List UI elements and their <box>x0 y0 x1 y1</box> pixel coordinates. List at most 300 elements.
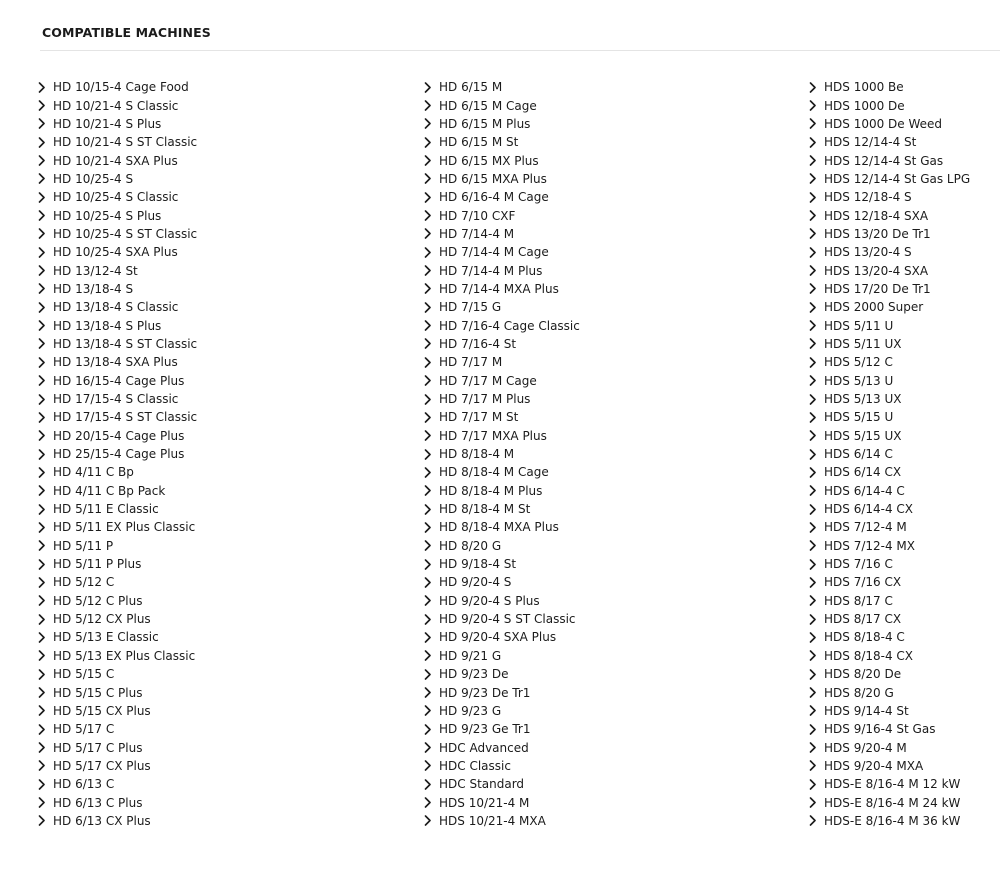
chevron-right-icon <box>38 628 49 646</box>
chevron-right-icon <box>809 537 820 555</box>
machine-link[interactable] <box>809 115 970 133</box>
machine-link-label: HDS 8/20 De <box>824 667 902 682</box>
chevron-right-icon <box>38 280 49 298</box>
machine-link-label: HD 5/12 C <box>53 575 115 590</box>
machine-link[interactable] <box>424 225 580 243</box>
machine-link[interactable] <box>38 115 197 133</box>
machine-link[interactable] <box>38 243 197 261</box>
machine-link-label: HD 7/17 M St <box>439 410 519 425</box>
chevron-right-icon <box>38 298 49 316</box>
machine-link-label: HD 17/15-4 S Classic <box>53 392 179 407</box>
chevron-right-icon <box>809 702 820 720</box>
chevron-right-icon <box>809 390 820 408</box>
machine-link-label: HD 7/14-4 M Cage <box>439 245 549 260</box>
chevron-right-icon <box>809 647 820 665</box>
machine-link[interactable] <box>809 610 970 628</box>
chevron-right-icon <box>38 133 49 151</box>
machine-link-label: HD 13/12-4 St <box>53 263 138 278</box>
machine-link[interactable] <box>38 647 197 665</box>
machine-link-label: HD 13/18-4 SXA Plus <box>53 355 178 370</box>
machine-link-label: HD 10/21-4 S ST Classic <box>53 135 198 150</box>
machine-link-label: HDS 6/14-4 CX <box>824 502 914 517</box>
chevron-right-icon <box>809 500 820 518</box>
machine-link[interactable] <box>809 812 970 830</box>
machine-link[interactable] <box>809 261 970 279</box>
chevron-right-icon <box>424 78 435 96</box>
machine-link[interactable] <box>38 500 197 518</box>
machine-link[interactable] <box>424 592 580 610</box>
machine-link[interactable] <box>424 280 580 298</box>
machine-link[interactable] <box>38 592 197 610</box>
machine-link-label: HD 5/15 CX Plus <box>53 703 151 718</box>
machine-link[interactable] <box>809 206 970 224</box>
machine-link[interactable] <box>809 500 970 518</box>
machine-link-label: HD 13/18-4 S Classic <box>53 300 179 315</box>
machine-link[interactable] <box>38 390 197 408</box>
chevron-right-icon <box>424 720 435 738</box>
machine-link[interactable] <box>38 573 197 591</box>
machine-link-label: HD 5/11 EX Plus Classic <box>53 520 196 535</box>
machine-link[interactable] <box>424 133 580 151</box>
machine-link-label: HDS 13/20-4 S <box>824 245 912 260</box>
machine-link[interactable] <box>424 482 580 500</box>
chevron-right-icon <box>809 78 820 96</box>
machine-link[interactable] <box>809 170 970 188</box>
chevron-right-icon <box>424 500 435 518</box>
chevron-right-icon <box>809 207 820 225</box>
chevron-right-icon <box>38 463 49 481</box>
machine-link[interactable] <box>38 683 197 701</box>
chevron-right-icon <box>424 97 435 115</box>
machine-link-label: HD 8/18-4 M Plus <box>439 483 543 498</box>
machine-link[interactable] <box>38 610 197 628</box>
chevron-right-icon <box>809 628 820 646</box>
machine-link[interactable] <box>424 720 580 738</box>
machine-link-label: HD 8/18-4 M <box>439 447 515 462</box>
machine-column-3 <box>809 78 970 830</box>
machine-link[interactable] <box>38 372 197 390</box>
chevron-right-icon <box>809 482 820 500</box>
machine-link[interactable] <box>38 738 197 756</box>
chevron-right-icon <box>809 720 820 738</box>
machine-link-label: HD 5/12 C Plus <box>53 593 143 608</box>
machine-link[interactable] <box>424 610 580 628</box>
machine-link[interactable] <box>809 720 970 738</box>
machine-link[interactable] <box>424 738 580 756</box>
chevron-right-icon <box>38 115 49 133</box>
chevron-right-icon <box>38 262 49 280</box>
machine-link-label: HD 9/20-4 SXA Plus <box>439 630 557 645</box>
machine-link-label: HDS 12/14-4 St Gas LPG <box>824 171 971 186</box>
machine-link[interactable] <box>809 537 970 555</box>
machine-link[interactable] <box>38 353 197 371</box>
machine-link-label: HD 5/17 C Plus <box>53 740 143 755</box>
machine-link[interactable] <box>809 775 970 793</box>
chevron-right-icon <box>809 280 820 298</box>
chevron-right-icon <box>38 170 49 188</box>
chevron-right-icon <box>809 115 820 133</box>
machine-link-label: HD 8/18-4 M St <box>439 502 531 517</box>
machine-link-label: HDS 12/14-4 St <box>824 135 917 150</box>
machine-link[interactable] <box>38 757 197 775</box>
machine-link-label: HD 7/17 M <box>439 355 503 370</box>
chevron-right-icon <box>809 592 820 610</box>
chevron-right-icon <box>809 555 820 573</box>
machine-link-label: HD 10/25-4 S Classic <box>53 190 179 205</box>
machine-link[interactable] <box>38 463 197 481</box>
chevron-right-icon <box>38 188 49 206</box>
machine-link-label: HD 13/18-4 S <box>53 281 134 296</box>
machine-link-label: HD 9/18-4 St <box>439 557 517 572</box>
machine-link[interactable] <box>424 555 580 573</box>
chevron-right-icon <box>424 152 435 170</box>
machine-link[interactable] <box>809 482 970 500</box>
machine-link-label: HD 4/11 C Bp <box>53 465 134 480</box>
machine-link[interactable] <box>38 720 197 738</box>
machine-link[interactable] <box>809 445 970 463</box>
machine-link[interactable] <box>424 665 580 683</box>
machine-link[interactable] <box>809 188 970 206</box>
machine-link[interactable] <box>38 316 197 334</box>
machine-link[interactable] <box>38 537 197 555</box>
machine-link-label: HDS 7/16 C <box>824 557 893 572</box>
machine-link[interactable] <box>38 628 197 646</box>
machine-link[interactable] <box>809 757 970 775</box>
machine-link-label: HDS 13/20 De Tr1 <box>824 226 931 241</box>
machine-link[interactable] <box>38 665 197 683</box>
machine-link[interactable] <box>38 427 197 445</box>
machine-link[interactable] <box>38 261 197 279</box>
machine-link[interactable] <box>809 243 970 261</box>
machine-link-label: HD 5/11 P Plus <box>53 557 142 572</box>
machine-link[interactable] <box>809 372 970 390</box>
chevron-right-icon <box>424 812 435 830</box>
chevron-right-icon <box>38 684 49 702</box>
machine-link-label: HDS 9/16-4 St Gas <box>824 722 936 737</box>
chevron-right-icon <box>424 665 435 683</box>
machine-link-label: HD 5/17 CX Plus <box>53 758 151 773</box>
machine-link[interactable] <box>424 427 580 445</box>
machine-link-label: HDS 12/14-4 St Gas <box>824 153 944 168</box>
machine-link-label: HDS 9/20-4 MXA <box>824 758 924 773</box>
machine-link[interactable] <box>809 463 970 481</box>
machine-link[interactable] <box>38 335 197 353</box>
machine-link[interactable] <box>424 537 580 555</box>
machine-link-label: HDS 1000 Be <box>824 80 904 95</box>
chevron-right-icon <box>424 775 435 793</box>
chevron-right-icon <box>809 812 820 830</box>
chevron-right-icon <box>809 225 820 243</box>
machine-link[interactable] <box>424 500 580 518</box>
machine-link[interactable] <box>424 206 580 224</box>
machine-link-label: HDS 8/20 G <box>824 685 894 700</box>
machine-link[interactable] <box>424 702 580 720</box>
chevron-right-icon <box>424 427 435 445</box>
machine-link-label: HD 5/11 E Classic <box>53 502 159 517</box>
machine-link-label: HD 9/23 De <box>439 667 509 682</box>
chevron-right-icon <box>809 298 820 316</box>
machine-link[interactable] <box>809 573 970 591</box>
machine-link[interactable] <box>38 133 197 151</box>
machine-link-label: HD 5/13 EX Plus Classic <box>53 648 196 663</box>
machine-link-label: HDS 9/20-4 M <box>824 740 907 755</box>
chevron-right-icon <box>38 702 49 720</box>
chevron-right-icon <box>809 262 820 280</box>
machine-link[interactable] <box>424 390 580 408</box>
machine-link-label: HD 9/23 Ge Tr1 <box>439 722 531 737</box>
machine-link[interactable] <box>424 775 580 793</box>
machine-link-label: HD 4/11 C Bp Pack <box>53 483 166 498</box>
chevron-right-icon <box>809 775 820 793</box>
chevron-right-icon <box>38 317 49 335</box>
machine-link-label: HD 25/15-4 Cage Plus <box>53 447 185 462</box>
machine-link[interactable] <box>809 555 970 573</box>
machine-link[interactable] <box>809 225 970 243</box>
machine-link[interactable] <box>809 335 970 353</box>
machine-link[interactable] <box>424 115 580 133</box>
chevron-right-icon <box>809 445 820 463</box>
machine-link[interactable] <box>809 390 970 408</box>
machine-link[interactable] <box>38 206 197 224</box>
chevron-right-icon <box>38 610 49 628</box>
chevron-right-icon <box>38 335 49 353</box>
machine-link-label: HD 6/15 MX Plus <box>439 153 539 168</box>
chevron-right-icon <box>38 518 49 536</box>
machine-link-label: HDC Standard <box>439 777 525 792</box>
chevron-right-icon <box>424 684 435 702</box>
chevron-right-icon <box>809 408 820 426</box>
chevron-right-icon <box>809 243 820 261</box>
machine-link-label: HD 6/13 CX Plus <box>53 813 151 828</box>
chevron-right-icon <box>424 225 435 243</box>
chevron-right-icon <box>809 97 820 115</box>
machine-link[interactable] <box>809 628 970 646</box>
machine-link-label: HD 6/15 M Cage <box>439 98 537 113</box>
machine-link[interactable] <box>424 188 580 206</box>
machine-link-label: HD 6/15 M <box>439 80 503 95</box>
chevron-right-icon <box>809 665 820 683</box>
machine-link[interactable] <box>809 665 970 683</box>
machine-link[interactable] <box>38 96 197 114</box>
chevron-right-icon <box>38 372 49 390</box>
machine-link-label: HD 7/16-4 Cage Classic <box>439 318 580 333</box>
machine-link[interactable] <box>38 408 197 426</box>
section-divider <box>40 50 1000 51</box>
chevron-right-icon <box>424 317 435 335</box>
machine-link-label: HD 5/13 E Classic <box>53 630 159 645</box>
chevron-right-icon <box>38 812 49 830</box>
machine-link-label: HDS 12/18-4 SXA <box>824 208 929 223</box>
machine-link-label: HDS-E 8/16-4 M 12 kW <box>824 777 961 792</box>
machine-link[interactable] <box>424 170 580 188</box>
machine-link-label: HDS 5/15 U <box>824 410 894 425</box>
machine-link[interactable] <box>424 408 580 426</box>
machine-link[interactable] <box>809 518 970 536</box>
machine-link[interactable] <box>809 133 970 151</box>
machine-link[interactable] <box>424 793 580 811</box>
machine-link-label: HD 7/14-4 M Plus <box>439 263 543 278</box>
machine-link-label: HDS 13/20-4 SXA <box>824 263 929 278</box>
chevron-right-icon <box>424 592 435 610</box>
chevron-right-icon <box>424 133 435 151</box>
machine-link-label: HD 7/14-4 M <box>439 226 515 241</box>
machine-link-label: HD 10/25-4 SXA Plus <box>53 245 178 260</box>
machine-link[interactable] <box>809 793 970 811</box>
machine-link[interactable] <box>809 78 970 96</box>
machine-link-label: HDS 8/18-4 CX <box>824 648 914 663</box>
machine-link[interactable] <box>424 96 580 114</box>
machine-link[interactable] <box>809 702 970 720</box>
machine-link[interactable] <box>809 408 970 426</box>
machine-link[interactable] <box>38 225 197 243</box>
machine-link[interactable] <box>38 518 197 536</box>
machine-link-label: HDS 7/16 CX <box>824 575 902 590</box>
chevron-right-icon <box>424 647 435 665</box>
chevron-right-icon <box>38 445 49 463</box>
machine-link-label: HD 6/15 M St <box>439 135 519 150</box>
machine-link-label: HD 13/18-4 S ST Classic <box>53 336 198 351</box>
chevron-right-icon <box>424 188 435 206</box>
section-title: COMPATIBLE MACHINES <box>42 25 211 40</box>
machine-link-label: HD 9/20-4 S Plus <box>439 593 540 608</box>
chevron-right-icon <box>424 482 435 500</box>
chevron-right-icon <box>424 115 435 133</box>
chevron-right-icon <box>38 78 49 96</box>
chevron-right-icon <box>424 537 435 555</box>
machine-link[interactable] <box>38 702 197 720</box>
machine-link[interactable] <box>809 280 970 298</box>
machine-link-label: HDS 6/14 CX <box>824 465 902 480</box>
machine-link[interactable] <box>38 298 197 316</box>
machine-link-label: HDS 8/17 C <box>824 593 893 608</box>
machine-link[interactable] <box>38 445 197 463</box>
machine-link[interactable] <box>424 445 580 463</box>
chevron-right-icon <box>424 207 435 225</box>
chevron-right-icon <box>424 372 435 390</box>
chevron-right-icon <box>424 445 435 463</box>
machine-link-label: HDS 8/17 CX <box>824 612 902 627</box>
machine-link-label: HD 6/16-4 M Cage <box>439 190 549 205</box>
machine-link-label: HD 6/15 MXA Plus <box>439 171 547 186</box>
machine-link[interactable] <box>424 353 580 371</box>
chevron-right-icon <box>809 170 820 188</box>
machine-link[interactable] <box>424 647 580 665</box>
chevron-right-icon <box>38 775 49 793</box>
machine-link-label: HD 10/25-4 S Plus <box>53 208 162 223</box>
machine-link-label: HDS 5/13 U <box>824 373 894 388</box>
chevron-right-icon <box>38 408 49 426</box>
chevron-right-icon <box>38 97 49 115</box>
machine-link-label: HD 10/25-4 S <box>53 171 134 186</box>
machine-link[interactable] <box>424 683 580 701</box>
chevron-right-icon <box>38 757 49 775</box>
machine-link[interactable] <box>809 683 970 701</box>
machine-link[interactable] <box>424 812 580 830</box>
machine-link[interactable] <box>38 78 197 96</box>
machine-link[interactable] <box>424 372 580 390</box>
machine-link[interactable] <box>38 482 197 500</box>
machine-link-label: HD 9/23 G <box>439 703 502 718</box>
machine-link[interactable] <box>809 151 970 169</box>
machine-link[interactable] <box>809 592 970 610</box>
chevron-right-icon <box>424 610 435 628</box>
chevron-right-icon <box>38 665 49 683</box>
machine-link[interactable] <box>424 243 580 261</box>
chevron-right-icon <box>809 188 820 206</box>
chevron-right-icon <box>424 518 435 536</box>
machine-link-label: HDS 10/21-4 M <box>439 795 530 810</box>
chevron-right-icon <box>424 243 435 261</box>
machine-link[interactable] <box>809 316 970 334</box>
machine-link[interactable] <box>809 647 970 665</box>
machine-link[interactable] <box>424 463 580 481</box>
machine-link[interactable] <box>38 170 197 188</box>
machine-link-label: HD 7/10 CXF <box>439 208 516 223</box>
machine-link[interactable] <box>38 775 197 793</box>
machine-link[interactable] <box>809 353 970 371</box>
machine-link-label: HD 7/17 M Cage <box>439 373 537 388</box>
chevron-right-icon <box>38 739 49 757</box>
chevron-right-icon <box>809 317 820 335</box>
machine-link[interactable] <box>809 738 970 756</box>
chevron-right-icon <box>809 353 820 371</box>
machine-link-label: HDS 5/12 C <box>824 355 893 370</box>
machine-link[interactable] <box>424 316 580 334</box>
machine-link[interactable] <box>38 793 197 811</box>
machine-link[interactable] <box>424 298 580 316</box>
chevron-right-icon <box>38 243 49 261</box>
chevron-right-icon <box>38 390 49 408</box>
machine-link-label: HD 8/18-4 MXA Plus <box>439 520 559 535</box>
chevron-right-icon <box>809 133 820 151</box>
machine-link[interactable] <box>424 573 580 591</box>
chevron-right-icon <box>424 463 435 481</box>
machine-link-label: HD 10/25-4 S ST Classic <box>53 226 198 241</box>
machine-link-label: HDS 5/11 UX <box>824 336 902 351</box>
chevron-right-icon <box>809 335 820 353</box>
machine-link[interactable] <box>424 261 580 279</box>
machine-link[interactable] <box>809 298 970 316</box>
machine-link[interactable] <box>809 427 970 445</box>
machine-link[interactable] <box>424 628 580 646</box>
machine-link-label: HDS 8/18-4 C <box>824 630 905 645</box>
machine-link-label: HD 7/17 M Plus <box>439 392 531 407</box>
machine-column-2 <box>424 78 580 830</box>
machine-link[interactable] <box>424 518 580 536</box>
machine-link-label: HD 13/18-4 S Plus <box>53 318 162 333</box>
machine-link[interactable] <box>38 188 197 206</box>
machine-link[interactable] <box>38 280 197 298</box>
chevron-right-icon <box>809 463 820 481</box>
machine-link[interactable] <box>424 151 580 169</box>
machine-link[interactable] <box>38 555 197 573</box>
chevron-right-icon <box>38 592 49 610</box>
machine-link[interactable] <box>424 757 580 775</box>
machine-link[interactable] <box>38 812 197 830</box>
machine-link[interactable] <box>809 96 970 114</box>
chevron-right-icon <box>38 647 49 665</box>
chevron-right-icon <box>424 353 435 371</box>
machine-link-label: HD 10/15-4 Cage Food <box>53 80 189 95</box>
machine-link[interactable] <box>424 78 580 96</box>
machine-link-label: HD 8/18-4 M Cage <box>439 465 549 480</box>
chevron-right-icon <box>424 298 435 316</box>
chevron-right-icon <box>809 518 820 536</box>
machine-link[interactable] <box>424 335 580 353</box>
machine-link[interactable] <box>38 151 197 169</box>
machine-link-label: HDS 10/21-4 MXA <box>439 813 546 828</box>
chevron-right-icon <box>424 170 435 188</box>
